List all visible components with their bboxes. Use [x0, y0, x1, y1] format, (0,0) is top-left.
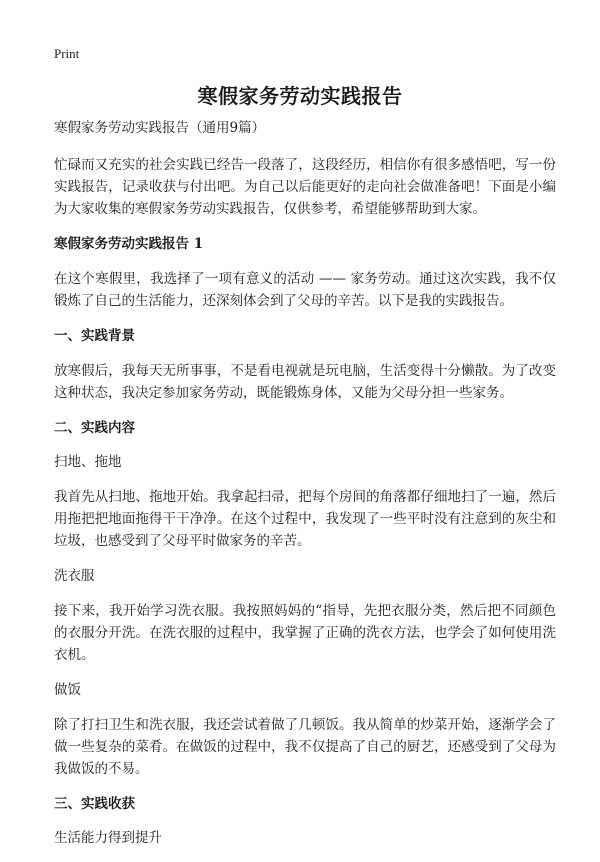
- print-link[interactable]: Print: [54, 46, 80, 61]
- intro-paragraph: 忙碌而又充实的社会实践已经告一段落了，这段经历，相信你有很多感悟吧，写一份实践报告，记录收获与付出吧。为自己以后能更好的走向社会做准备吧！下面是小编为大家收集的寒假家务劳动实践报告，仅供参考，希望能够帮助到大家。: [54, 157, 556, 217]
- item-label-cooking: 做饭: [54, 682, 81, 698]
- section-heading-content: 二、实践内容: [54, 420, 135, 436]
- section-heading-gains: 三、实践收获: [54, 796, 135, 812]
- background-paragraph: 放寒假后，我每天无所事事，不是看电视就是玩电脑，生活变得十分懒散。为了改变这种状态，我决定参加家务劳动，既能锻炼身体，又能为父母分担一些家务。: [54, 363, 556, 401]
- sweeping-paragraph: 我首先从扫地、拖地开始。我拿起扫帚，把每个房间的角落都仔细地扫了一遍，然后用拖把把地面拖得干干净净。在这个过程中，我发现了一些平时没有注意到的灰尘和垃圾，也感受到了父母平时做家务的辛苦。: [54, 489, 556, 549]
- document-title: 寒假家务劳动实践报告: [197, 84, 403, 108]
- report-heading: 寒假家务劳动实践报告 1: [54, 236, 204, 252]
- document-body: [54, 118, 556, 862]
- section-heading-background: 一、实践背景: [54, 328, 135, 344]
- report-intro-paragraph: 在这个寒假里，我选择了一项有意义的活动 —— 家务劳动。通过这次实践，我不仅锻炼了自己的生活能力，还深刻体会到了父母的辛苦。以下是我的实践报告。: [54, 271, 556, 309]
- laundry-paragraph: 接下来，我开始学习洗衣服。我按照妈妈的“指导，先把衣服分类，然后把不同颜色的衣服分开洗。在洗衣服的过程中，我掌握了正确的洗衣方法，也学会了如何使用洗衣机。: [54, 603, 556, 663]
- item-label-sweeping: 扫地、拖地: [54, 454, 122, 470]
- document-subtitle: 寒假家务劳动实践报告（通用9篇）: [54, 120, 266, 136]
- cooking-paragraph: 除了打扫卫生和洗衣服，我还尝试着做了几顿饭。我从简单的炒菜开始，逐渐学会了做一些复杂的菜肴。在做饭的过程中，我不仅提高了自己的厨艺，还感受到了父母为我做饭的不易。: [54, 717, 556, 777]
- item-label-laundry: 洗衣服: [54, 568, 95, 584]
- gain-label-life-skills: 生活能力得到提升: [54, 830, 162, 846]
